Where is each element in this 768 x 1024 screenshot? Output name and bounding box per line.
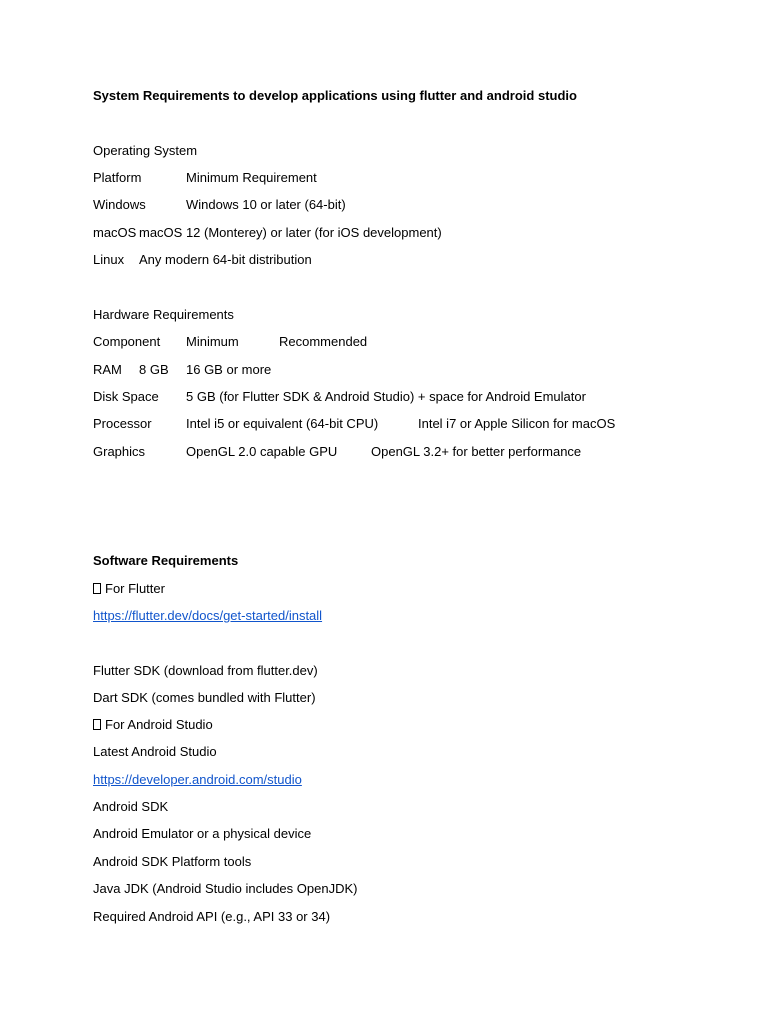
hardware-header-recommended: Recommended (279, 334, 368, 349)
list-item: Dart SDK (comes bundled with Flutter) (93, 690, 316, 705)
os-requirement: macOS 12 (Monterey) or later (for iOS development) (139, 225, 442, 240)
missing-glyph-icon (93, 719, 101, 730)
os-header-platform: Platform (93, 170, 142, 185)
hardware-component: Processor (93, 416, 152, 431)
list-item: Required Android API (e.g., API 33 or 34) (93, 909, 331, 924)
document-title: System Requirements to develop applications using flutter and android studio (93, 88, 577, 103)
os-platform: Linux (93, 252, 125, 267)
list-item: Android SDK Platform tools (93, 854, 252, 869)
missing-glyph-icon (93, 583, 101, 594)
list-item: Android SDK (93, 799, 169, 814)
os-requirement: Windows 10 or later (64-bit) (186, 197, 346, 212)
list-item: Android Emulator or a physical device (93, 826, 312, 841)
flutter-heading (93, 581, 165, 597)
hardware-recommended: OpenGL 3.2+ for better performance (371, 444, 582, 459)
hardware-component: Disk Space (93, 389, 159, 404)
software-heading: Software Requirements (93, 553, 239, 568)
flutter-install-link[interactable]: https://flutter.dev/docs/get-started/install (93, 608, 323, 623)
hardware-minimum: Intel i5 or equivalent (64-bit CPU) (186, 416, 379, 431)
flutter-heading-label: For Flutter (105, 581, 165, 596)
hardware-minimum: 8 GB (139, 362, 169, 377)
hardware-recommended: 16 GB or more (186, 362, 272, 377)
hardware-minimum: 5 GB (for Flutter SDK & Android Studio) + space for Android Emulator (186, 389, 586, 404)
hardware-recommended: Intel i7 or Apple Silicon for macOS (418, 416, 616, 431)
android-heading-label: For Android Studio (105, 717, 213, 732)
os-header-requirement: Minimum Requirement (186, 170, 317, 185)
hardware-header-minimum: Minimum (186, 334, 239, 349)
android-heading (93, 717, 213, 733)
os-platform: Windows (93, 197, 146, 212)
android-studio-link[interactable]: https://developer.android.com/studio (93, 772, 302, 787)
os-heading: Operating System (93, 143, 198, 158)
hardware-minimum: OpenGL 2.0 capable GPU (186, 444, 338, 459)
hardware-component: Graphics (93, 444, 146, 459)
os-platform: macOS (93, 225, 137, 240)
hardware-header-component: Component (93, 334, 161, 349)
hardware-heading: Hardware Requirements (93, 307, 234, 322)
os-requirement: Any modern 64-bit distribution (139, 252, 312, 267)
list-item: Flutter SDK (download from flutter.dev) (93, 663, 318, 678)
hardware-component: RAM (93, 362, 122, 377)
list-item: Java JDK (Android Studio includes OpenJDK) (93, 881, 358, 896)
list-item: Latest Android Studio (93, 744, 217, 759)
